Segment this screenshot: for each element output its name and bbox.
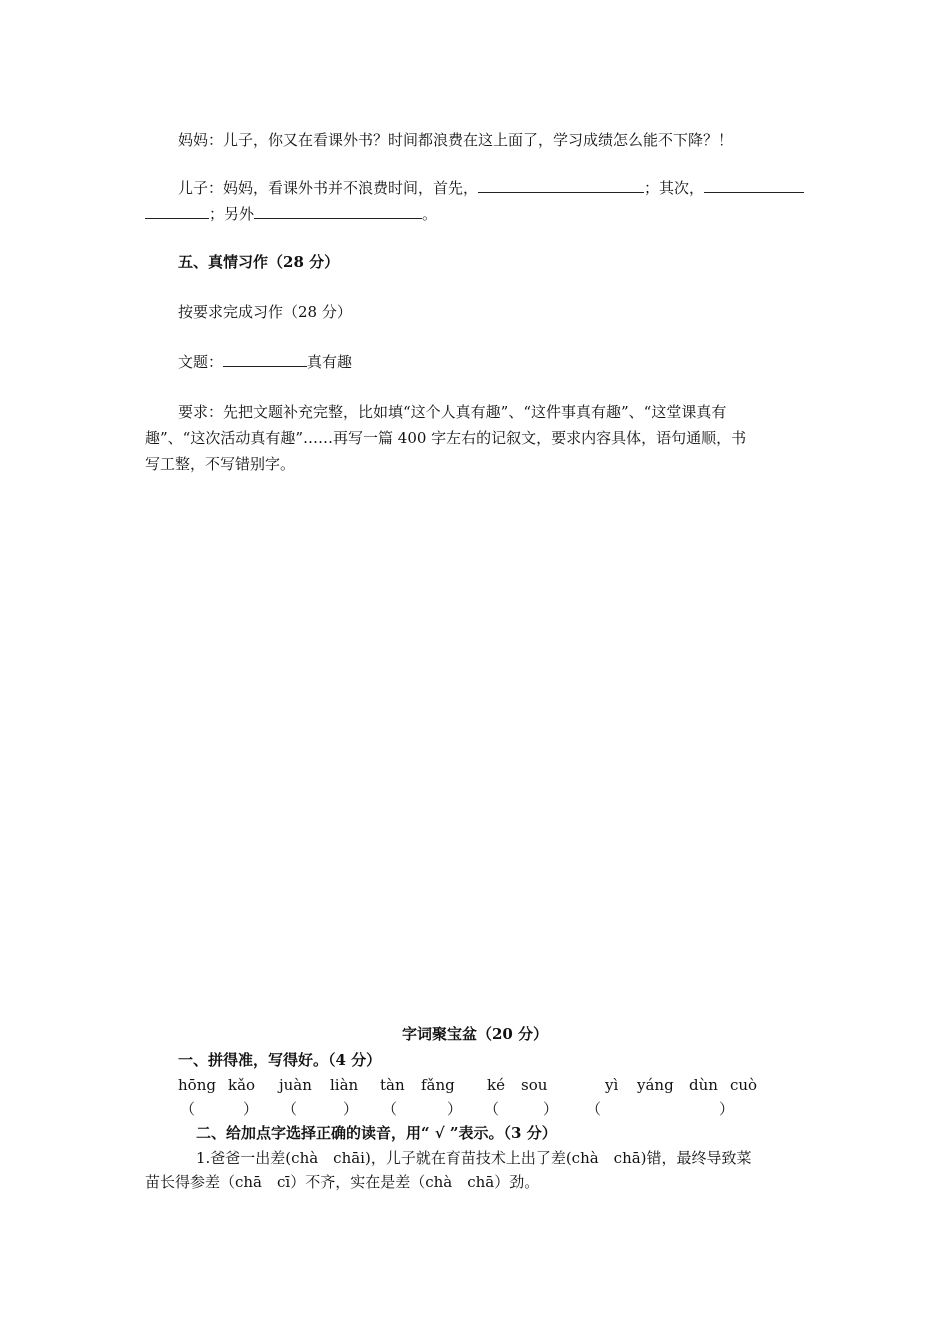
part2-title: 字词聚宝盆（20 分） — [401, 1025, 549, 1043]
pinyin-item: kǎo — [228, 1076, 256, 1094]
pinyin-item: fǎng — [421, 1076, 455, 1094]
section-5-heading: 五、真情习作（28 分） — [178, 253, 340, 271]
answer-box-5[interactable] — [610, 1101, 720, 1117]
blank-third[interactable] — [254, 204, 422, 219]
requirement-line-3: 写工整，不写错别字。 — [145, 455, 296, 473]
paren-close: ） — [719, 1100, 735, 1118]
paren-close: ） — [543, 1100, 559, 1118]
blank-second-a[interactable] — [704, 178, 804, 193]
pinyin-item: dùn — [689, 1076, 718, 1094]
pinyin-item: tàn — [380, 1076, 405, 1094]
section-2-heading: 二、给加点字选择正确的读音，用“ √ ”表示。（3 分） — [196, 1124, 557, 1142]
paren-close: ） — [243, 1100, 259, 1118]
pinyin-item: juàn — [279, 1076, 312, 1094]
pinyin-item: sou — [521, 1076, 548, 1094]
paren-close: ） — [447, 1100, 463, 1118]
pinyin-item: cuò — [730, 1076, 758, 1094]
pinyin-item: hōng — [178, 1076, 216, 1094]
answer-box-4[interactable] — [508, 1101, 546, 1117]
son-end: 。 — [422, 205, 438, 223]
question-1-line2: 苗长得参差（chā cī）不齐，实在是差（chà chā）劲。 — [145, 1173, 540, 1191]
paren-open: （ — [180, 1100, 196, 1118]
essay-title-blank[interactable] — [223, 352, 307, 367]
paren-close: ） — [343, 1100, 359, 1118]
essay-title-line — [178, 352, 352, 372]
mom-dialogue: 妈妈：儿子，你又在看课外书？时间都浪费在这上面了，学习成绩怎么能不下降？！ — [178, 131, 734, 149]
son-mid1: ；其次， — [644, 179, 705, 197]
section-1-heading: 一、拼得准，写得好。（4 分） — [178, 1051, 382, 1069]
pinyin-item: ké — [487, 1076, 505, 1094]
requirement-line-1: 要求：先把文题补充完整，比如填“这个人真有趣”、“这件事真有趣”、“这堂课真有 — [178, 403, 727, 421]
paren-open: （ — [586, 1100, 602, 1118]
blank-second-b[interactable] — [145, 204, 209, 219]
answer-box-2[interactable] — [306, 1101, 346, 1117]
blank-first[interactable] — [478, 178, 644, 193]
title-suffix: 真有趣 — [307, 353, 353, 371]
pinyin-item: yáng — [637, 1076, 674, 1094]
paren-open: （ — [282, 1100, 298, 1118]
paren-open: （ — [484, 1100, 500, 1118]
answer-box-3[interactable] — [406, 1101, 450, 1117]
son-mid2: ；另外 — [209, 205, 255, 223]
son-dialogue-line2 — [145, 204, 437, 224]
task-instruction: 按要求完成习作（28 分） — [178, 303, 352, 321]
title-prefix: 文题： — [178, 353, 224, 371]
pinyin-item: yì — [605, 1076, 619, 1094]
requirement-line-2: 趣”、“这次活动真有趣”……再写一篇 400 字左右的记叙文，要求内容具体，语句通顺，书 — [145, 429, 747, 447]
answer-box-1[interactable] — [204, 1101, 246, 1117]
paren-open: （ — [382, 1100, 398, 1118]
pinyin-item: liàn — [330, 1076, 359, 1094]
son-dialogue-line1 — [178, 178, 804, 198]
son-prefix: 儿子：妈妈，看课外书并不浪费时间，首先， — [178, 179, 479, 197]
question-1-line1: 1.爸爸一出差(chà chāi)，儿子就在育苗技术上出了差(chà chā)错，最终导致菜 — [196, 1149, 752, 1167]
